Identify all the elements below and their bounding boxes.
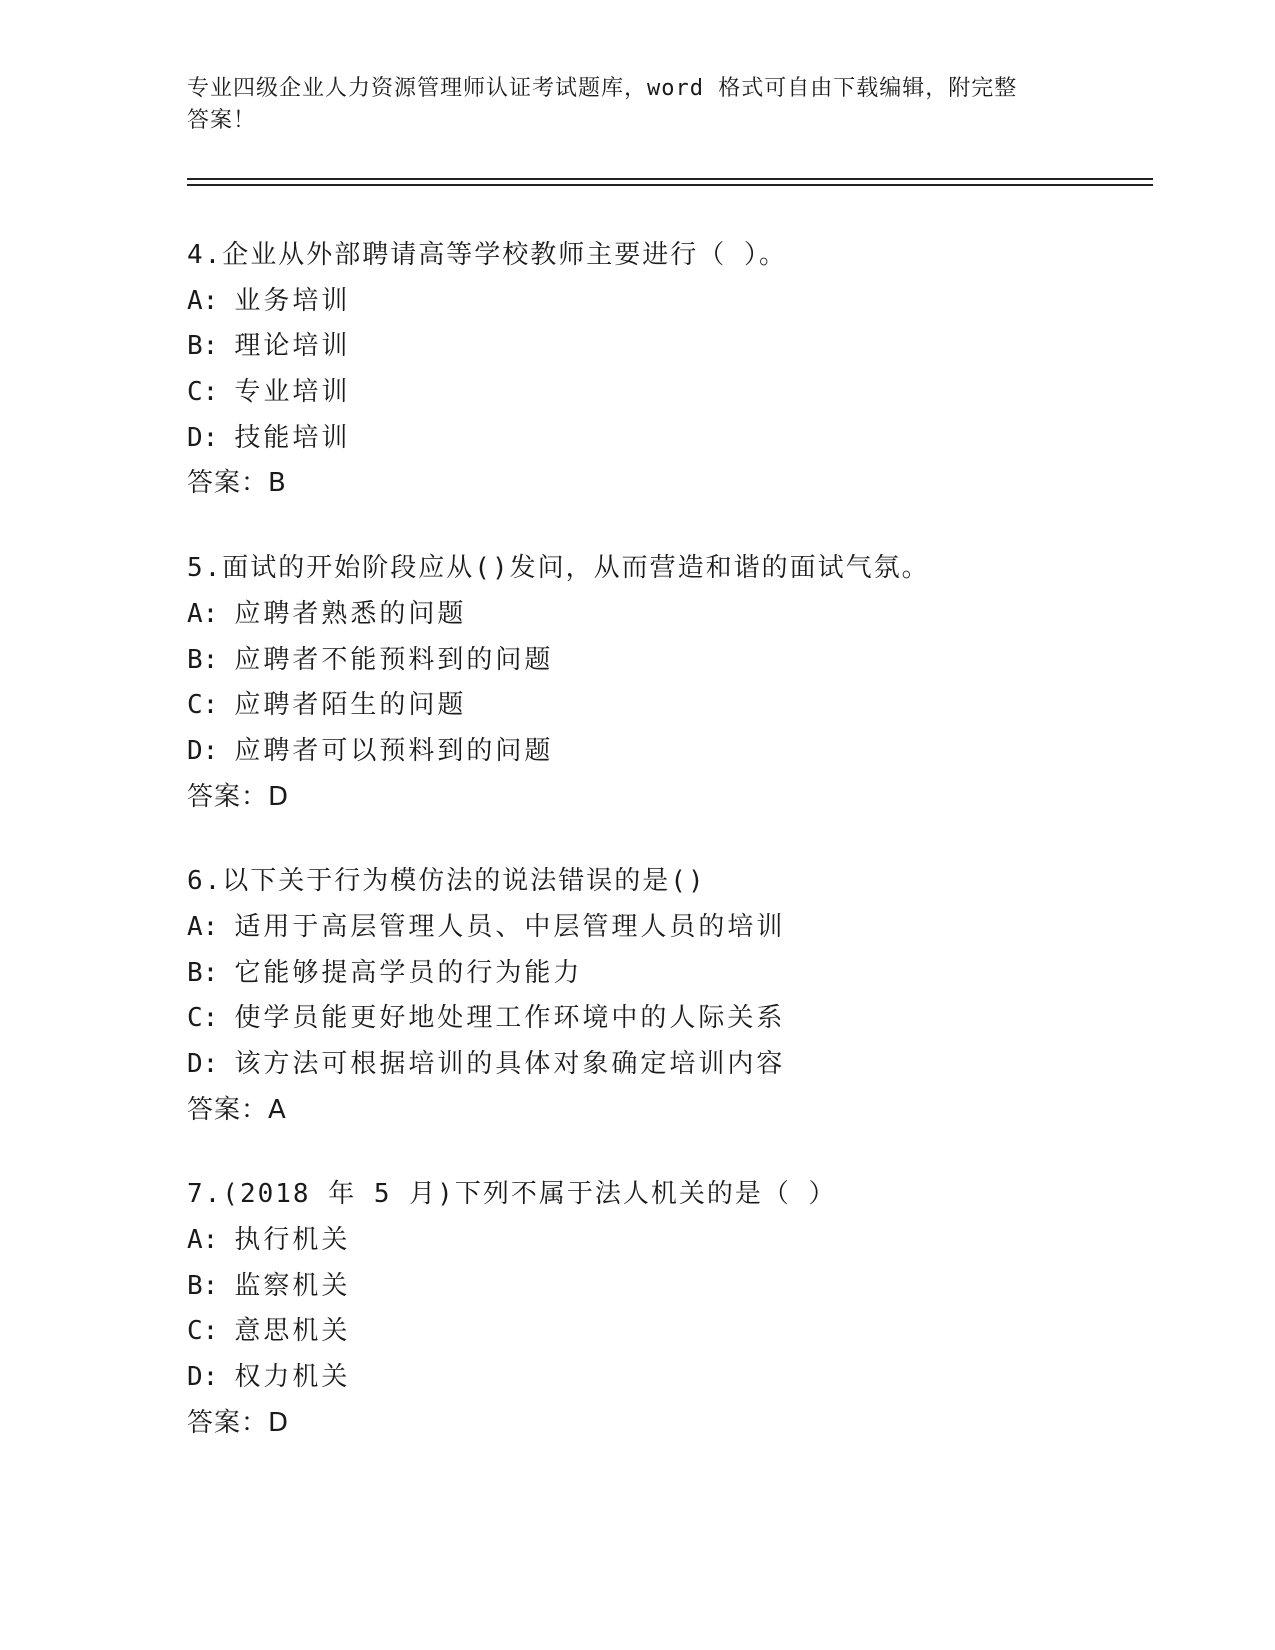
option-c [187, 683, 1187, 729]
option-text: 该方法可根据培训的具体对象确定培训内容 [234, 1049, 786, 1079]
option-b [187, 951, 1187, 997]
option-c [187, 370, 1187, 416]
option-letter: C: [187, 690, 219, 721]
option-text: 适用于高层管理人员、中层管理人员的培训 [234, 911, 786, 942]
option-b [187, 638, 1187, 684]
option-letter: D: [187, 1049, 219, 1079]
option-b [187, 324, 1187, 370]
option-text: 执行机关 [234, 1225, 351, 1256]
option-text: 技能培训 [234, 422, 351, 453]
question-stem: 7.(2018 年 5 月)下列不属于法人机关的是（ ） [187, 1179, 837, 1210]
option-text: 应聘者陌生的问题 [234, 690, 467, 721]
header-divider-bottom [187, 184, 1153, 186]
option-text: 专业培训 [234, 377, 351, 408]
option-text: 应聘者可以预料到的问题 [234, 735, 554, 766]
option-d [187, 416, 1187, 462]
option-letter: B: [187, 331, 219, 362]
option-letter: B: [187, 1270, 219, 1301]
option-text: 理论培训 [234, 331, 351, 362]
option-a [187, 592, 1187, 638]
option-d [187, 1042, 1187, 1088]
question-7 [187, 1172, 1187, 1446]
option-text: 权力机关 [234, 1362, 351, 1393]
option-c [187, 1309, 1187, 1355]
option-letter: D: [187, 735, 219, 766]
option-letter: C: [187, 377, 219, 408]
question-stem: 4.企业从外部聘请高等学校教师主要进行（ ）。 [187, 240, 787, 270]
question-stem: 5.面试的开始阶段应从()发问，从而营造和谐的面试气氛。 [187, 553, 930, 584]
answer-line: 答案：A [187, 1094, 287, 1125]
option-a [187, 1218, 1187, 1264]
document-header [187, 73, 1087, 137]
question-5 [187, 546, 1187, 820]
question-6 [187, 859, 1187, 1133]
option-text: 它能够提高学员的行为能力 [234, 957, 583, 988]
header-divider-top [187, 178, 1153, 180]
option-letter: D: [187, 422, 219, 453]
option-c [187, 996, 1187, 1042]
option-d [187, 1355, 1187, 1401]
option-text: 使学员能更好地处理工作环境中的人际关系 [234, 1003, 786, 1034]
option-letter: B: [187, 957, 219, 988]
option-a [187, 905, 1187, 951]
question-stem: 6.以下关于行为模仿法的说法错误的是() [187, 866, 706, 897]
question-4 [187, 233, 1187, 507]
option-b [187, 1264, 1187, 1310]
header-line-2: 答案！ [187, 108, 257, 133]
option-a [187, 279, 1187, 325]
option-text: 意思机关 [234, 1316, 351, 1347]
header-line-1: 专业四级企业人力资源管理师认证考试题库，word 格式可自由下载编辑，附完整 [187, 76, 1018, 101]
option-letter: A: [187, 1225, 219, 1256]
option-letter: A: [187, 598, 219, 629]
option-letter: D: [187, 1362, 219, 1393]
answer-line: 答案：D [187, 781, 290, 812]
option-letter: C: [187, 1003, 219, 1034]
option-text: 业务培训 [234, 285, 351, 316]
question-list [187, 233, 1187, 1486]
option-letter: B: [187, 644, 219, 675]
answer-line: 答案：D [187, 1407, 290, 1438]
option-text: 监察机关 [234, 1270, 351, 1301]
option-text: 应聘者熟悉的问题 [234, 598, 467, 629]
option-text: 应聘者不能预料到的问题 [234, 644, 554, 675]
option-letter: A: [187, 285, 219, 316]
answer-line: 答案：B [187, 468, 287, 499]
option-letter: C: [187, 1316, 219, 1347]
option-letter: A: [187, 911, 219, 942]
option-d [187, 729, 1187, 775]
